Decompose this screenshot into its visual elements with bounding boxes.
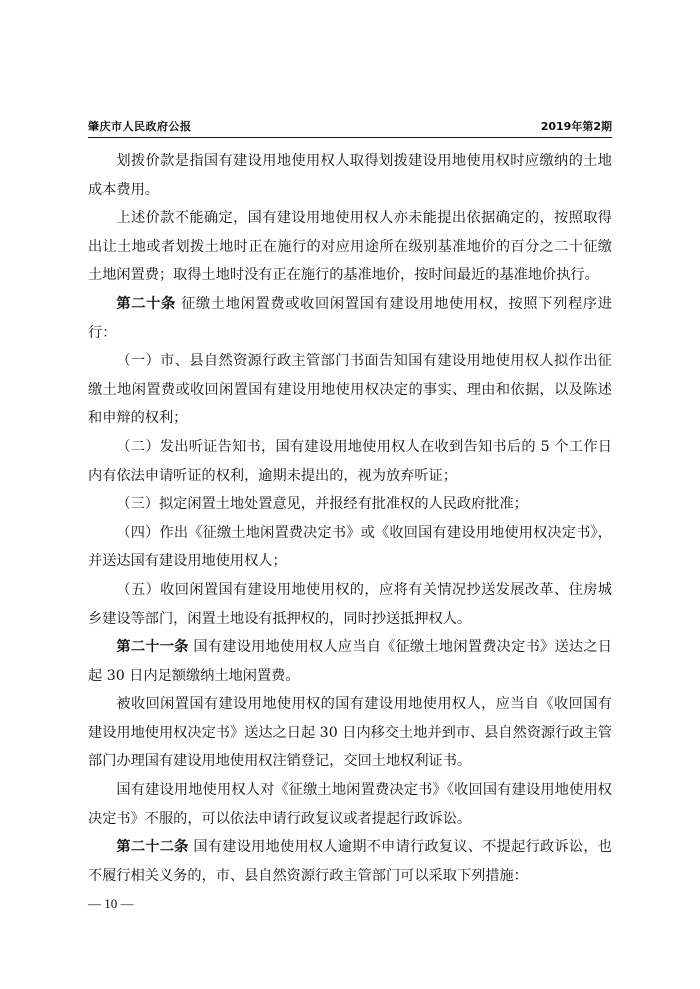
paragraph-text: 国有建设用地使用权人应当自《征缴土地闲置费决定书》送达之日起 30 日内足额缴纳土地闲置费。	[88, 639, 612, 684]
article-paragraph	[88, 290, 612, 347]
paragraph	[88, 204, 612, 290]
paragraph	[88, 690, 612, 776]
issue-number: 2019年第2期	[540, 120, 612, 133]
header-rule	[88, 137, 612, 138]
page-number: — 10 —	[88, 896, 134, 911]
article-paragraph	[88, 633, 612, 690]
page-header	[88, 118, 612, 138]
paragraph-text: 被收回闲置国有建设用地使用权的国有建设用地使用权人，应当自《收回国有建设用地使用权决定书》送达之日起 30 日内移交土地并到市、县自然资源行政主管部门办理国有建设用地使用权注销登记，交回土地权利证书。	[88, 696, 612, 770]
paragraph-text: （四）作出《征缴土地闲置费决定书》或《收回国有建设用地使用权决定书》，并送达国有建设用地使用权人；	[88, 524, 612, 570]
paragraph	[88, 776, 612, 833]
article-number: 第二十一条	[116, 639, 189, 656]
paragraph	[88, 519, 612, 576]
paragraph-text: （三）拟定闲置土地处置意见，并报经有批准权的人民政府批准；	[116, 496, 528, 513]
paragraph	[88, 433, 612, 490]
article-number: 第二十条	[116, 295, 176, 312]
paragraph-text: 国有建设用地使用权人对《征缴土地闲置费决定书》《收回国有建设用地使用权决定书》不服的，可以依法申请行政复议或者提起行政诉讼。	[88, 782, 612, 827]
paragraph-text: （一）市、县自然资源行政主管部门书面告知国有建设用地使用权人拟作出征缴土地闲置费或收回闲置国有建设用地使用权决定的事实、理由和依据，以及陈述和申辩的权利；	[88, 353, 612, 427]
paragraph-text: 国有建设用地使用权人逾期不申请行政复议、不提起行政诉讼，也不履行相关义务的，市、县自然资源行政主管部门可以采取下列措施：	[88, 839, 612, 884]
publication-name: 肇庆市人民政府公报	[88, 120, 192, 133]
paragraph-text: （二）发出听证告知书，国有建设用地使用权人在收到告知书后的 5 个工作日内有依法申请听证的权利，逾期未提出的，视为放弃听证；	[88, 438, 612, 484]
article-number: 第二十二条	[116, 839, 189, 856]
paragraph-text: 划拨价款是指国有建设用地使用权人取得划拨建设用地使用权时应缴纳的土地成本费用。	[88, 153, 612, 198]
paragraph-text: 征缴土地闲置费或收回闲置国有建设用地使用权，按照下列程序进行：	[88, 295, 612, 341]
paragraph	[88, 490, 612, 519]
article-paragraph	[88, 833, 612, 890]
document-body	[88, 147, 612, 890]
paragraph	[88, 576, 612, 633]
paragraph	[88, 147, 612, 204]
paragraph	[88, 347, 612, 433]
paragraph-text: 上述价款不能确定，国有建设用地使用权人亦未能提出依据确定的，按照取得出让土地或者划拨土地时正在施行的对应用途所在级别基准地价的百分之二十征缴土地闲置费；取得土地时没有正在施行的基准地价，按时间最近的基准地价执行。	[88, 210, 612, 284]
paragraph-text: （五）收回闲置国有建设用地使用权的，应将有关情况抄送发展改革、住房城乡建设等部门，闲置土地设有抵押权的，同时抄送抵押权人。	[88, 581, 612, 627]
